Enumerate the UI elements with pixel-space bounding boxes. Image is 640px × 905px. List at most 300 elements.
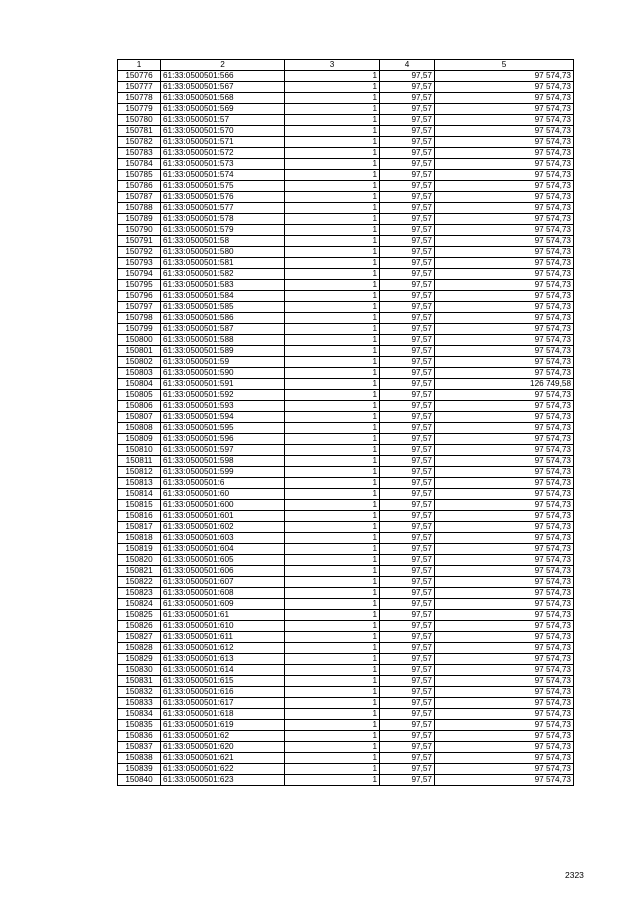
area-cell: 97,57 (380, 247, 435, 258)
quantity-cell: 1 (285, 654, 380, 665)
column-header-2: 2 (161, 60, 285, 71)
value-cell: 97 574,73 (435, 434, 574, 445)
quantity-cell: 1 (285, 379, 380, 390)
row-id-cell: 150798 (118, 313, 161, 324)
value-cell: 97 574,73 (435, 676, 574, 687)
row-id-cell: 150807 (118, 412, 161, 423)
area-cell: 97,57 (380, 533, 435, 544)
row-id-cell: 150788 (118, 203, 161, 214)
area-cell: 97,57 (380, 192, 435, 203)
area-cell: 97,57 (380, 423, 435, 434)
area-cell: 97,57 (380, 753, 435, 764)
quantity-cell: 1 (285, 544, 380, 555)
value-cell: 97 574,73 (435, 93, 574, 104)
area-cell: 97,57 (380, 214, 435, 225)
row-id-cell: 150809 (118, 434, 161, 445)
value-cell: 97 574,73 (435, 247, 574, 258)
row-id-cell: 150778 (118, 93, 161, 104)
quantity-cell: 1 (285, 599, 380, 610)
table-row (118, 181, 574, 192)
value-cell: 97 574,73 (435, 258, 574, 269)
row-id-cell: 150814 (118, 489, 161, 500)
table-row (118, 346, 574, 357)
row-id-cell: 150826 (118, 621, 161, 632)
row-id-cell: 150830 (118, 665, 161, 676)
value-cell: 97 574,73 (435, 335, 574, 346)
value-cell: 97 574,73 (435, 709, 574, 720)
value-cell: 97 574,73 (435, 599, 574, 610)
area-cell: 97,57 (380, 291, 435, 302)
table-row (118, 291, 574, 302)
value-cell: 97 574,73 (435, 654, 574, 665)
cadastral-number-cell: 61:33:0500501:584 (161, 291, 285, 302)
value-cell: 97 574,73 (435, 489, 574, 500)
value-cell: 97 574,73 (435, 533, 574, 544)
cadastral-number-cell: 61:33:0500501:599 (161, 467, 285, 478)
area-cell: 97,57 (380, 621, 435, 632)
quantity-cell: 1 (285, 247, 380, 258)
value-cell: 97 574,73 (435, 643, 574, 654)
area-cell: 97,57 (380, 313, 435, 324)
area-cell: 97,57 (380, 665, 435, 676)
value-cell: 97 574,73 (435, 170, 574, 181)
cadastral-number-cell: 61:33:0500501:617 (161, 698, 285, 709)
cadastral-number-cell: 61:33:0500501:602 (161, 522, 285, 533)
table-row (118, 236, 574, 247)
area-cell: 97,57 (380, 258, 435, 269)
table-row (118, 148, 574, 159)
quantity-cell: 1 (285, 588, 380, 599)
quantity-cell: 1 (285, 566, 380, 577)
area-cell: 97,57 (380, 390, 435, 401)
column-header-5: 5 (435, 60, 574, 71)
table-row (118, 313, 574, 324)
row-id-cell: 150831 (118, 676, 161, 687)
table-row (118, 599, 574, 610)
table-row (118, 434, 574, 445)
value-cell: 97 574,73 (435, 357, 574, 368)
area-cell: 97,57 (380, 225, 435, 236)
cadastral-number-cell: 61:33:0500501:613 (161, 654, 285, 665)
row-id-cell: 150837 (118, 742, 161, 753)
row-id-cell: 150815 (118, 500, 161, 511)
quantity-cell: 1 (285, 511, 380, 522)
row-id-cell: 150777 (118, 82, 161, 93)
cadastral-number-cell: 61:33:0500501:577 (161, 203, 285, 214)
row-id-cell: 150801 (118, 346, 161, 357)
row-id-cell: 150784 (118, 159, 161, 170)
cadastral-number-cell: 61:33:0500501:581 (161, 258, 285, 269)
area-cell: 97,57 (380, 555, 435, 566)
table-row (118, 192, 574, 203)
area-cell: 97,57 (380, 368, 435, 379)
row-id-cell: 150838 (118, 753, 161, 764)
area-cell: 97,57 (380, 346, 435, 357)
table-row (118, 401, 574, 412)
value-cell: 97 574,73 (435, 192, 574, 203)
table-row (118, 247, 574, 258)
value-cell: 97 574,73 (435, 467, 574, 478)
quantity-cell: 1 (285, 753, 380, 764)
row-id-cell: 150839 (118, 764, 161, 775)
cadastral-number-cell: 61:33:0500501:570 (161, 126, 285, 137)
area-cell: 97,57 (380, 170, 435, 181)
cadastral-number-cell: 61:33:0500501:601 (161, 511, 285, 522)
area-cell: 97,57 (380, 698, 435, 709)
value-cell: 97 574,73 (435, 764, 574, 775)
quantity-cell: 1 (285, 467, 380, 478)
cadastral-number-cell: 61:33:0500501:576 (161, 192, 285, 203)
value-cell: 97 574,73 (435, 159, 574, 170)
table-row (118, 445, 574, 456)
area-cell: 97,57 (380, 137, 435, 148)
area-cell: 97,57 (380, 720, 435, 731)
cadastral-number-cell: 61:33:0500501:622 (161, 764, 285, 775)
row-id-cell: 150791 (118, 236, 161, 247)
quantity-cell: 1 (285, 489, 380, 500)
quantity-cell: 1 (285, 357, 380, 368)
table-row (118, 357, 574, 368)
cadastral-number-cell: 61:33:0500501:620 (161, 742, 285, 753)
table-row (118, 467, 574, 478)
quantity-cell: 1 (285, 335, 380, 346)
quantity-cell: 1 (285, 269, 380, 280)
area-cell: 97,57 (380, 500, 435, 511)
row-id-cell: 150829 (118, 654, 161, 665)
row-id-cell: 150804 (118, 379, 161, 390)
value-cell: 97 574,73 (435, 632, 574, 643)
row-id-cell: 150786 (118, 181, 161, 192)
area-cell: 97,57 (380, 412, 435, 423)
cadastral-number-cell: 61:33:0500501:590 (161, 368, 285, 379)
value-cell: 97 574,73 (435, 126, 574, 137)
row-id-cell: 150817 (118, 522, 161, 533)
row-id-cell: 150802 (118, 357, 161, 368)
cadastral-number-cell: 61:33:0500501:615 (161, 676, 285, 687)
quantity-cell: 1 (285, 698, 380, 709)
cadastral-number-cell: 61:33:0500501:611 (161, 632, 285, 643)
quantity-cell: 1 (285, 500, 380, 511)
value-cell: 97 574,73 (435, 522, 574, 533)
area-cell: 97,57 (380, 467, 435, 478)
area-cell: 97,57 (380, 588, 435, 599)
value-cell: 97 574,73 (435, 753, 574, 764)
quantity-cell: 1 (285, 764, 380, 775)
value-cell: 97 574,73 (435, 71, 574, 82)
area-cell: 97,57 (380, 742, 435, 753)
area-cell: 97,57 (380, 522, 435, 533)
cadastral-number-cell: 61:33:0500501:574 (161, 170, 285, 181)
table-row (118, 71, 574, 82)
cadastral-number-cell: 61:33:0500501:596 (161, 434, 285, 445)
area-cell: 97,57 (380, 159, 435, 170)
quantity-cell: 1 (285, 236, 380, 247)
area-cell: 97,57 (380, 643, 435, 654)
table-row (118, 687, 574, 698)
row-id-cell: 150832 (118, 687, 161, 698)
area-cell: 97,57 (380, 126, 435, 137)
area-cell: 97,57 (380, 731, 435, 742)
row-id-cell: 150780 (118, 115, 161, 126)
cadastral-number-cell: 61:33:0500501:579 (161, 225, 285, 236)
cadastral-number-cell: 61:33:0500501:612 (161, 643, 285, 654)
area-cell: 97,57 (380, 687, 435, 698)
row-id-cell: 150822 (118, 577, 161, 588)
value-cell: 97 574,73 (435, 148, 574, 159)
cadastral-number-cell: 61:33:0500501:585 (161, 302, 285, 313)
data-table (117, 59, 574, 786)
quantity-cell: 1 (285, 456, 380, 467)
area-cell: 97,57 (380, 544, 435, 555)
cadastral-number-cell: 61:33:0500501:60 (161, 489, 285, 500)
cadastral-number-cell: 61:33:0500501:604 (161, 544, 285, 555)
area-cell: 97,57 (380, 566, 435, 577)
quantity-cell: 1 (285, 126, 380, 137)
area-cell: 97,57 (380, 709, 435, 720)
table-row (118, 610, 574, 621)
quantity-cell: 1 (285, 203, 380, 214)
area-cell: 97,57 (380, 654, 435, 665)
table-row (118, 104, 574, 115)
row-id-cell: 150834 (118, 709, 161, 720)
row-id-cell: 150810 (118, 445, 161, 456)
area-cell: 97,57 (380, 148, 435, 159)
table-row (118, 577, 574, 588)
table-row (118, 93, 574, 104)
quantity-cell: 1 (285, 533, 380, 544)
row-id-cell: 150840 (118, 775, 161, 786)
table-row (118, 676, 574, 687)
value-cell: 97 574,73 (435, 478, 574, 489)
quantity-cell: 1 (285, 93, 380, 104)
quantity-cell: 1 (285, 434, 380, 445)
cadastral-number-cell: 61:33:0500501:598 (161, 456, 285, 467)
value-cell: 97 574,73 (435, 544, 574, 555)
quantity-cell: 1 (285, 401, 380, 412)
row-id-cell: 150799 (118, 324, 161, 335)
table-row (118, 280, 574, 291)
cadastral-number-cell: 61:33:0500501:619 (161, 720, 285, 731)
value-cell: 97 574,73 (435, 621, 574, 632)
value-cell: 97 574,73 (435, 324, 574, 335)
table-row (118, 203, 574, 214)
area-cell: 97,57 (380, 489, 435, 500)
row-id-cell: 150785 (118, 170, 161, 181)
quantity-cell: 1 (285, 478, 380, 489)
area-cell: 97,57 (380, 775, 435, 786)
area-cell: 97,57 (380, 599, 435, 610)
table-row (118, 500, 574, 511)
area-cell: 97,57 (380, 115, 435, 126)
page-number: 2323 (565, 870, 584, 880)
quantity-cell: 1 (285, 137, 380, 148)
row-id-cell: 150812 (118, 467, 161, 478)
area-cell: 97,57 (380, 82, 435, 93)
table-row (118, 82, 574, 93)
area-cell: 97,57 (380, 71, 435, 82)
quantity-cell: 1 (285, 82, 380, 93)
area-cell: 97,57 (380, 357, 435, 368)
quantity-cell: 1 (285, 412, 380, 423)
value-cell: 97 574,73 (435, 775, 574, 786)
quantity-cell: 1 (285, 742, 380, 753)
quantity-cell: 1 (285, 291, 380, 302)
area-cell: 97,57 (380, 203, 435, 214)
table-row (118, 731, 574, 742)
cadastral-number-cell: 61:33:0500501:614 (161, 665, 285, 676)
quantity-cell: 1 (285, 181, 380, 192)
area-cell: 97,57 (380, 181, 435, 192)
area-cell: 97,57 (380, 610, 435, 621)
value-cell: 97 574,73 (435, 225, 574, 236)
cadastral-number-cell: 61:33:0500501:580 (161, 247, 285, 258)
cadastral-number-cell: 61:33:0500501:57 (161, 115, 285, 126)
row-id-cell: 150792 (118, 247, 161, 258)
area-cell: 97,57 (380, 379, 435, 390)
quantity-cell: 1 (285, 577, 380, 588)
quantity-cell: 1 (285, 775, 380, 786)
value-cell: 97 574,73 (435, 698, 574, 709)
cadastral-number-cell: 61:33:0500501:605 (161, 555, 285, 566)
area-cell: 97,57 (380, 93, 435, 104)
value-cell: 97 574,73 (435, 302, 574, 313)
row-id-cell: 150805 (118, 390, 161, 401)
cadastral-number-cell: 61:33:0500501:6 (161, 478, 285, 489)
value-cell: 97 574,73 (435, 423, 574, 434)
area-cell: 97,57 (380, 236, 435, 247)
row-id-cell: 150833 (118, 698, 161, 709)
table-row (118, 324, 574, 335)
row-id-cell: 150824 (118, 599, 161, 610)
quantity-cell: 1 (285, 445, 380, 456)
area-cell: 97,57 (380, 478, 435, 489)
table-row (118, 412, 574, 423)
row-id-cell: 150790 (118, 225, 161, 236)
table-row (118, 544, 574, 555)
quantity-cell: 1 (285, 632, 380, 643)
table-row (118, 654, 574, 665)
row-id-cell: 150827 (118, 632, 161, 643)
cadastral-number-cell: 61:33:0500501:597 (161, 445, 285, 456)
table-row (118, 742, 574, 753)
quantity-cell: 1 (285, 731, 380, 742)
cadastral-number-cell: 61:33:0500501:608 (161, 588, 285, 599)
value-cell: 97 574,73 (435, 500, 574, 511)
cadastral-number-cell: 61:33:0500501:586 (161, 313, 285, 324)
value-cell: 97 574,73 (435, 115, 574, 126)
table-row (118, 709, 574, 720)
cadastral-number-cell: 61:33:0500501:616 (161, 687, 285, 698)
quantity-cell: 1 (285, 313, 380, 324)
area-cell: 97,57 (380, 280, 435, 291)
table-body (118, 71, 574, 786)
value-cell: 97 574,73 (435, 588, 574, 599)
table-row (118, 533, 574, 544)
table-row (118, 511, 574, 522)
area-cell: 97,57 (380, 511, 435, 522)
row-id-cell: 150811 (118, 456, 161, 467)
cadastral-number-cell: 61:33:0500501:609 (161, 599, 285, 610)
cadastral-number-cell: 61:33:0500501:61 (161, 610, 285, 621)
row-id-cell: 150803 (118, 368, 161, 379)
table-row (118, 621, 574, 632)
quantity-cell: 1 (285, 368, 380, 379)
quantity-cell: 1 (285, 225, 380, 236)
table-row (118, 489, 574, 500)
quantity-cell: 1 (285, 687, 380, 698)
area-cell: 97,57 (380, 577, 435, 588)
cadastral-number-cell: 61:33:0500501:592 (161, 390, 285, 401)
value-cell: 97 574,73 (435, 269, 574, 280)
quantity-cell: 1 (285, 346, 380, 357)
cadastral-number-cell: 61:33:0500501:595 (161, 423, 285, 434)
row-id-cell: 150782 (118, 137, 161, 148)
cadastral-number-cell: 61:33:0500501:575 (161, 181, 285, 192)
table-row (118, 214, 574, 225)
row-id-cell: 150828 (118, 643, 161, 654)
quantity-cell: 1 (285, 170, 380, 181)
cadastral-number-cell: 61:33:0500501:572 (161, 148, 285, 159)
area-cell: 97,57 (380, 269, 435, 280)
area-cell: 97,57 (380, 632, 435, 643)
area-cell: 97,57 (380, 434, 435, 445)
quantity-cell: 1 (285, 709, 380, 720)
quantity-cell: 1 (285, 555, 380, 566)
quantity-cell: 1 (285, 610, 380, 621)
cadastral-number-cell: 61:33:0500501:573 (161, 159, 285, 170)
table-row (118, 643, 574, 654)
quantity-cell: 1 (285, 148, 380, 159)
cadastral-number-cell: 61:33:0500501:621 (161, 753, 285, 764)
header-row (118, 60, 574, 71)
column-header-3: 3 (285, 60, 380, 71)
table-row (118, 423, 574, 434)
table-row (118, 555, 574, 566)
table-row (118, 258, 574, 269)
value-cell: 97 574,73 (435, 280, 574, 291)
value-cell: 97 574,73 (435, 401, 574, 412)
cadastral-number-cell: 61:33:0500501:593 (161, 401, 285, 412)
row-id-cell: 150783 (118, 148, 161, 159)
table-row (118, 698, 574, 709)
cadastral-number-cell: 61:33:0500501:607 (161, 577, 285, 588)
row-id-cell: 150816 (118, 511, 161, 522)
cadastral-number-cell: 61:33:0500501:567 (161, 82, 285, 93)
table-row (118, 632, 574, 643)
table-row (118, 137, 574, 148)
value-cell: 97 574,73 (435, 610, 574, 621)
value-cell: 97 574,73 (435, 236, 574, 247)
value-cell: 97 574,73 (435, 137, 574, 148)
value-cell: 97 574,73 (435, 742, 574, 753)
quantity-cell: 1 (285, 720, 380, 731)
area-cell: 97,57 (380, 302, 435, 313)
row-id-cell: 150835 (118, 720, 161, 731)
table-row (118, 753, 574, 764)
table-row (118, 379, 574, 390)
quantity-cell: 1 (285, 676, 380, 687)
value-cell: 97 574,73 (435, 82, 574, 93)
row-id-cell: 150819 (118, 544, 161, 555)
row-id-cell: 150776 (118, 71, 161, 82)
quantity-cell: 1 (285, 104, 380, 115)
quantity-cell: 1 (285, 280, 380, 291)
area-cell: 97,57 (380, 335, 435, 346)
row-id-cell: 150806 (118, 401, 161, 412)
value-cell: 97 574,73 (435, 181, 574, 192)
table-row (118, 269, 574, 280)
row-id-cell: 150796 (118, 291, 161, 302)
